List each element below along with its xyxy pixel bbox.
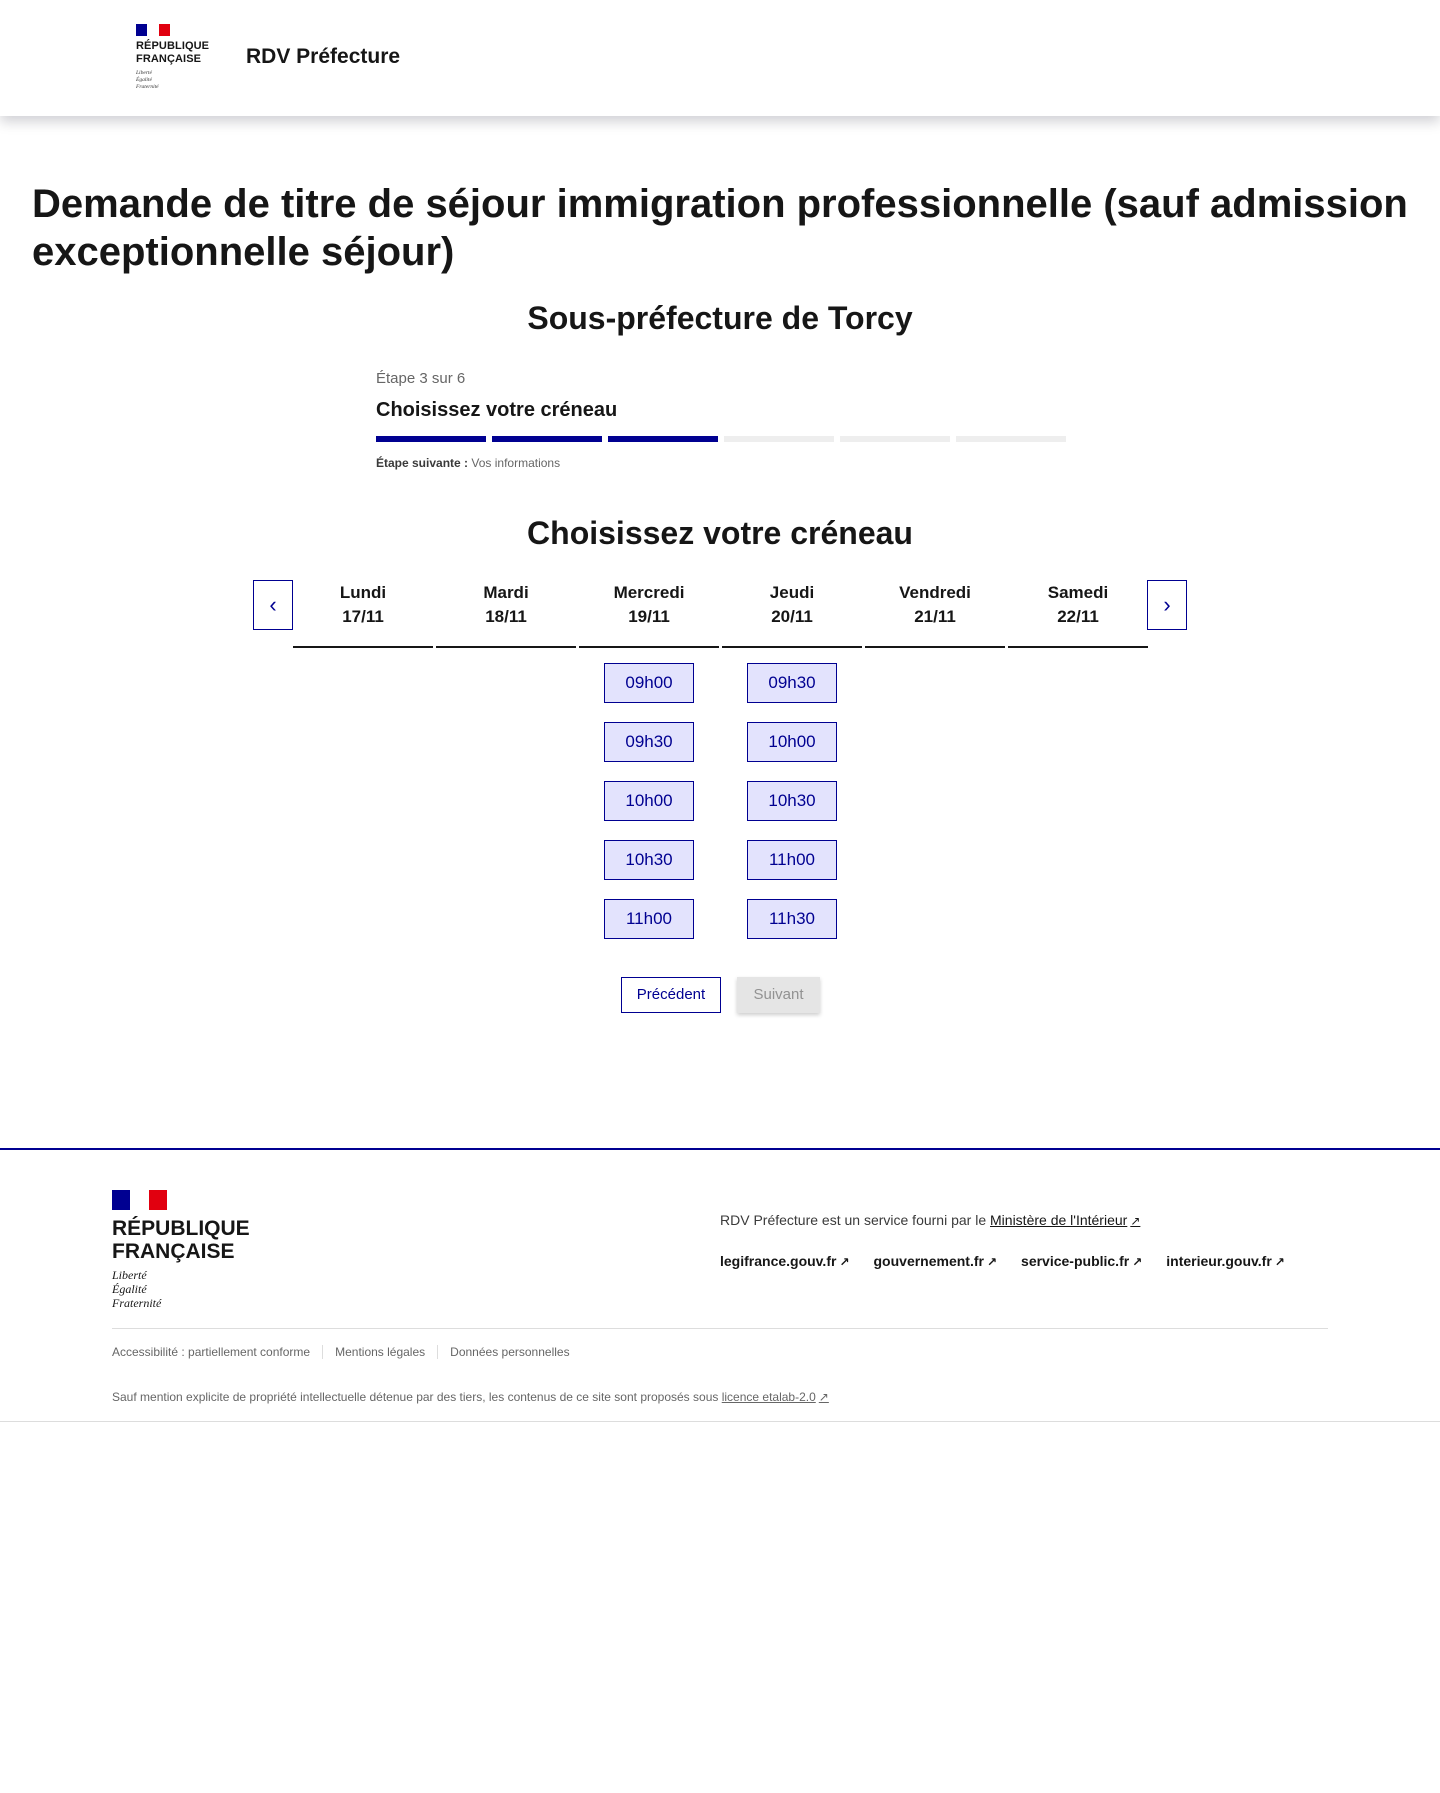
time-slot-button[interactable]: 10h00 xyxy=(604,781,694,821)
chevron-left-icon: ‹ xyxy=(269,592,277,617)
french-flag-icon xyxy=(112,1190,167,1210)
site-header xyxy=(0,0,1440,116)
license-text: Sauf mention explicite de propriété intellectuelle détenue par des tiers, les contenus de ce site sont proposés sous licence etalab-2.0 ↗ xyxy=(112,1390,829,1404)
day-date: 18/11 xyxy=(485,607,527,626)
external-link-icon: ↗ xyxy=(839,1255,850,1269)
step-bar xyxy=(492,436,602,442)
slot-list xyxy=(722,663,862,939)
step-bar xyxy=(956,436,1066,442)
step-progress xyxy=(376,436,1066,442)
footer-logo-text: RÉPUBLIQUE FRANÇAISE xyxy=(112,1217,250,1263)
day-header xyxy=(1008,580,1148,648)
day-header xyxy=(865,580,1005,648)
day-name: Lundi xyxy=(339,583,387,602)
time-slot-button[interactable]: 11h00 xyxy=(747,840,837,880)
time-slot-button[interactable]: 11h00 xyxy=(604,899,694,939)
time-slot-button[interactable]: 10h30 xyxy=(604,840,694,880)
day-columns xyxy=(293,580,1148,939)
step-bar xyxy=(608,436,718,442)
footer-link-service-public[interactable]: service-public.fr ↗ xyxy=(1021,1253,1143,1269)
day-name: Vendredi xyxy=(899,583,971,602)
day-column xyxy=(722,580,862,939)
slot-list xyxy=(579,663,719,939)
day-name: Mardi xyxy=(483,583,529,602)
day-column xyxy=(865,580,1005,939)
footer-bottom-links xyxy=(112,1345,582,1359)
next-button-disabled: Suivant xyxy=(737,977,820,1013)
footer-logo-motto: Liberté Égalité Fraternité xyxy=(112,1268,162,1310)
time-slot-button[interactable]: 09h30 xyxy=(747,663,837,703)
day-column xyxy=(293,580,433,939)
day-column xyxy=(1008,580,1148,939)
footer-link-gouvernement[interactable]: gouvernement.fr ↗ xyxy=(873,1253,998,1269)
footer-link-legifrance[interactable]: legifrance.gouv.fr ↗ xyxy=(720,1253,850,1269)
previous-week-button[interactable] xyxy=(253,580,293,630)
day-header xyxy=(293,580,433,648)
accessibility-link[interactable]: Accessibilité : partiellement conforme xyxy=(112,1345,323,1359)
next-week-button[interactable] xyxy=(1147,580,1187,630)
day-name: Samedi xyxy=(1047,583,1109,602)
previous-button[interactable]: Précédent xyxy=(621,977,721,1013)
time-slot-button[interactable]: 09h30 xyxy=(604,722,694,762)
day-date: 22/11 xyxy=(1057,607,1099,626)
external-link-icon: ↗ xyxy=(818,1390,829,1404)
step-title: Choisissez votre créneau xyxy=(376,399,618,421)
day-header xyxy=(722,580,862,648)
day-header xyxy=(579,580,719,648)
time-slot-button[interactable]: 09h00 xyxy=(604,663,694,703)
ministere-link[interactable]: Ministère de l'Intérieur ↗ xyxy=(990,1212,1141,1228)
license-link[interactable]: licence etalab-2.0 ↗ xyxy=(721,1390,829,1404)
day-date: 17/11 xyxy=(342,607,384,626)
service-name[interactable]: RDV Préfecture xyxy=(246,45,401,68)
footer-links xyxy=(720,1253,1285,1269)
site-footer xyxy=(0,1148,1440,1422)
day-date: 19/11 xyxy=(628,607,670,626)
footer-link-interieur[interactable]: interieur.gouv.fr ↗ xyxy=(1166,1253,1285,1269)
day-name: Jeudi xyxy=(769,583,815,602)
time-slot-button[interactable]: 10h30 xyxy=(747,781,837,821)
republique-francaise-logo[interactable] xyxy=(136,24,212,91)
stepper xyxy=(376,370,1066,470)
logo-text: RÉPUBLIQUE FRANÇAISE xyxy=(136,40,210,65)
footer-description: RDV Préfecture est un service fourni par le Ministère de l'Intérieur ↗ xyxy=(720,1212,1141,1228)
logo-motto: Liberté Égalité Fraternité xyxy=(136,70,159,90)
prefecture-name: Sous-préfecture de Torcy xyxy=(527,300,913,336)
day-name: Mercredi xyxy=(613,583,685,602)
time-slot-button[interactable]: 11h30 xyxy=(747,899,837,939)
time-slot-button[interactable]: 10h00 xyxy=(747,722,837,762)
french-flag-icon xyxy=(136,24,170,36)
footer-logo[interactable] xyxy=(112,1190,262,1310)
page-title: Demande de titre de séjour immigration professionnelle (sauf admission exceptionnelle séjour) xyxy=(32,182,1408,274)
step-bar xyxy=(724,436,834,442)
day-header xyxy=(436,580,576,648)
day-date: 21/11 xyxy=(914,607,956,626)
legal-notice-link[interactable]: Mentions légales xyxy=(323,1345,438,1359)
external-link-icon: ↗ xyxy=(1130,1214,1141,1228)
next-step-label: Étape suivante : xyxy=(376,456,469,470)
step-bar xyxy=(376,436,486,442)
personal-data-link[interactable]: Données personnelles xyxy=(450,1345,570,1359)
slot-picker-title: Choisissez votre créneau xyxy=(527,515,913,551)
day-column xyxy=(436,580,576,939)
external-link-icon: ↗ xyxy=(1132,1255,1143,1269)
chevron-right-icon: › xyxy=(1163,592,1171,617)
day-column xyxy=(579,580,719,939)
step-count: Étape 3 sur 6 xyxy=(376,370,466,387)
next-step-info xyxy=(376,456,1066,470)
day-date: 20/11 xyxy=(771,607,813,626)
step-bar xyxy=(840,436,950,442)
external-link-icon: ↗ xyxy=(986,1255,998,1269)
external-link-icon: ↗ xyxy=(1274,1255,1285,1269)
next-step-value: Vos informations xyxy=(471,456,561,470)
footer-divider xyxy=(112,1328,1328,1329)
